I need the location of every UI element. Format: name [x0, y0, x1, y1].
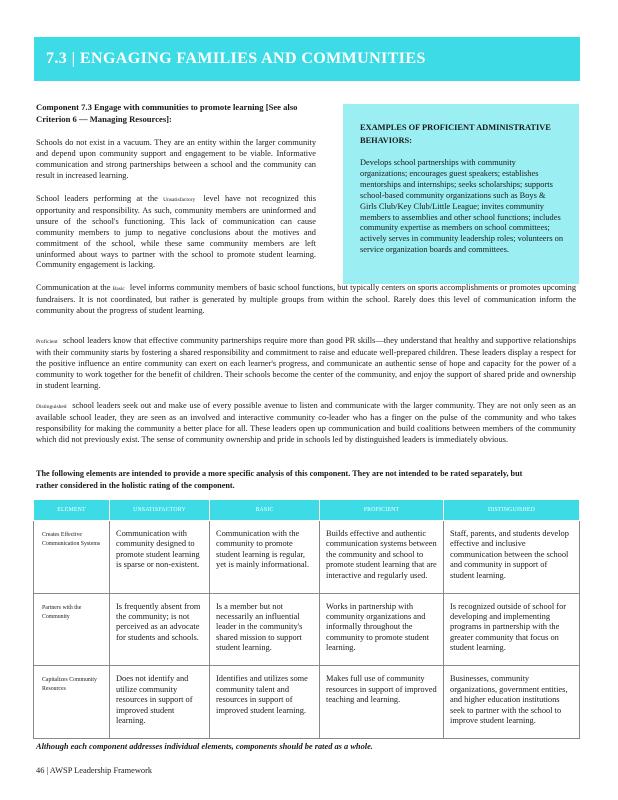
table-cell: Is frequently absent from the community; is not perceived as an advocate for students and schools.	[110, 593, 210, 666]
proficient-text: school leaders know that effective community partnerships require more than good PR skills—they understand that healthy and supportive relationships with their community starts by fostering a shared responsibility and commitment to raise and educate well-prepared children. These leaders display a respect for the positive influence an entire community can exert on each learner's progress, and communicate an authentic sense of hope and capacity for the power of a community to work together for the benefit of children. Their schools become the center of the community, and enjoy the support of shared pride and ownership in student learning.	[36, 336, 576, 390]
table-cell: Identifies and utilizes some community talent and resources in support of improved student learning.	[210, 666, 320, 739]
unsatisfactory-lead: School leaders performing at the	[36, 194, 158, 203]
table-cell: Builds effective and authentic communication systems between the community and school to promote student learning that are interactive and regularly used.	[320, 521, 444, 594]
proficient-tag: Proficient	[36, 339, 58, 345]
rubric-table	[33, 499, 580, 739]
examples-body: Develops school partnerships with community organizations; encourages guest speakers; establishes mentorships and internships; seeks scholarships; supports school-based community organizations such as Boys & Girls Club/Key Club/Little League; invites community members to assemblies and other school functions; includes community expertise as members on school committees; actively serves in community leadership roles; volunteers on service organization boards and committees.	[360, 158, 564, 255]
table-row	[34, 521, 580, 594]
section-title: 7.3 | ENGAGING FAMILIES AND COMMUNITIES	[46, 50, 426, 67]
distinguished-text: school leaders seek out and make use of every possible avenue to listen and communicate with the larger community. They are not only seen as an available school leader, they are seen as an involved and interactive community co-leader who has a finger on the pulse of the community and who takes responsibility for making the community a better place for all. These leaders open up communication and build coalitions between members of the community which did not previously exist. The sense of community ownership and pride in schools led by distinguished leaders is immediately obvious.	[36, 401, 576, 444]
section-banner	[34, 37, 580, 81]
basic-lead: Communication at the	[36, 283, 111, 292]
basic-tag: Basic	[112, 286, 125, 292]
table-note: The following elements are intended to provide a more specific analysis of this component. They are not intended to be rated separately, but rather considered in the holistic rating of the component.	[36, 469, 523, 490]
table-cell: Is a member but not necessarily an influential leader in the community's shared mission to support student learning.	[210, 593, 320, 666]
table-header-row	[34, 500, 580, 521]
table-cell: Works in partnership with community organizations and informally throughout the community to promote student learning.	[320, 593, 444, 666]
closing-note: Although each component addresses individual elements, components should be rated as a whole.	[36, 742, 373, 751]
header-proficient: PROFICIENT	[320, 500, 444, 521]
unsatisfactory-paragraph	[36, 194, 316, 271]
table-cell: Does not identify and utilize community resources in support of improved student learning.	[110, 666, 210, 739]
distinguished-paragraph	[36, 401, 576, 446]
examples-title: EXAMPLES OF PROFICIENT ADMINISTRATIVE BEHAVIORS:	[360, 123, 551, 145]
table-cell: Is recognized outside of school for developing and implementing programs in partnership with the greater community that focus on student learning.	[444, 593, 580, 666]
table-cell: Makes full use of community resources in support of improved teaching and learning.	[320, 666, 444, 739]
examples-box	[343, 104, 579, 284]
page-footer: 46 | AWSP Leadership Framework	[36, 766, 153, 775]
table-cell: Businesses, community organizations, government entities, and higher education institutions seek to partner with the school to improve student learning.	[444, 666, 580, 739]
header-distinguished: DISTINGUISHED	[444, 500, 580, 521]
component-heading: Component 7.3 Engage with communities to promote learning [See also Criterion 6 — Managing Resources]:	[36, 102, 298, 124]
intro-paragraph: Schools do not exist in a vacuum. They are an entity within the larger community and depend upon community support and engagement to be viable. Informative communication and strong partnerships between a school and the community can result in increased learning.	[36, 138, 316, 180]
table-cell: Communication with the community to promote student learning is regular, yet is mainly informational.	[210, 521, 320, 594]
proficient-paragraph	[36, 336, 576, 392]
basic-paragraph	[36, 283, 576, 317]
header-basic: BASIC	[210, 500, 320, 521]
element-cell: Partners with the Community	[34, 593, 110, 666]
header-unsatisfactory: UNSATISFACTORY	[110, 500, 210, 521]
unsatisfactory-text: level have not recognized this opportunity and responsibility. As such, community members are uninformed and unsure of the school's functioning. This lack of communication can cause community members to jump to negative conclusions about the motives and commitment of the school, while these same community members are left uninformed about ways to partner with the school to promote student learning. Community engagement is lacking.	[36, 194, 317, 270]
table-row	[34, 593, 580, 666]
basic-text: level informs community members of basic school functions, but typically centers on sports accomplishments or promotes upcoming fundraisers. It is not coordinated, but rather is generated by multiple groups from within the school. Rarely does this level of communication inform the community about the progress of student learning.	[36, 283, 577, 315]
element-cell: Creates Effective Communication Systems	[34, 521, 110, 594]
unsatisfactory-tag: Unsatisfactory	[163, 197, 196, 203]
table-row	[34, 666, 580, 739]
element-cell: Capitalizes Community Resources	[34, 666, 110, 739]
table-cell: Staff, parents, and students develop effective and inclusive communication between the school and community in support of student learning.	[444, 521, 580, 594]
header-element: ELEMENT	[34, 500, 110, 521]
distinguished-tag: Distinguished	[36, 404, 67, 410]
table-cell: Communication with community designed to promote student learning is sparse or non-existent.	[110, 521, 210, 594]
